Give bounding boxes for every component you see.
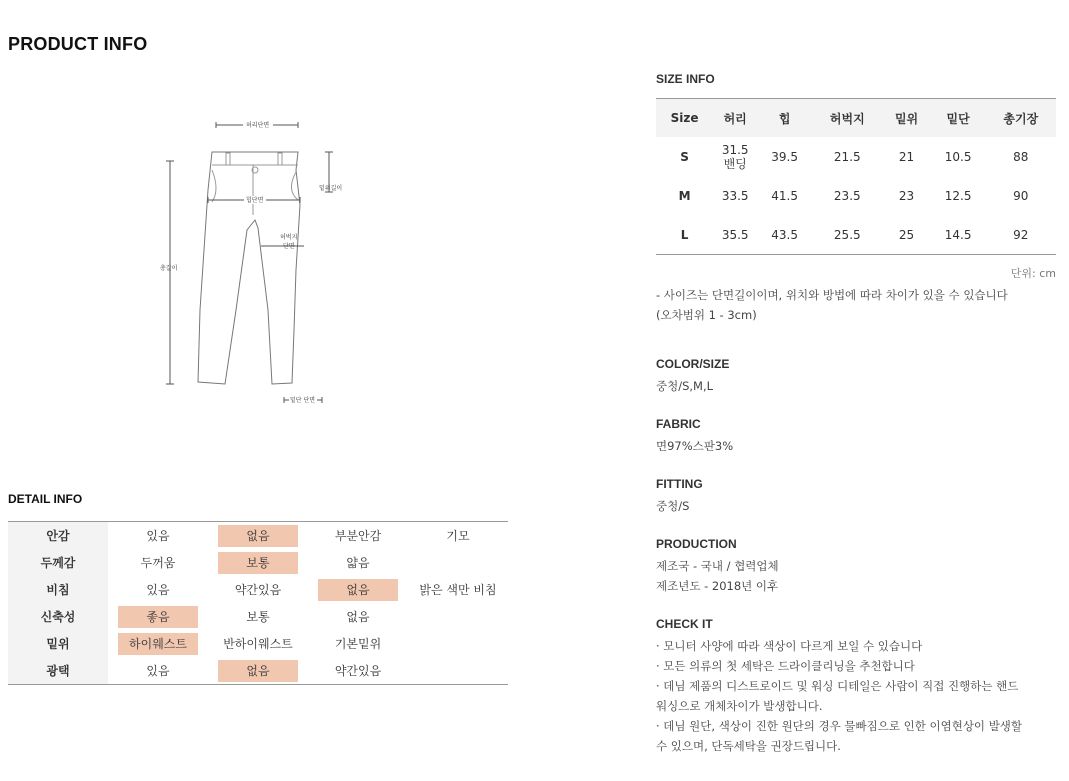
- detail-option: 있음: [146, 528, 170, 543]
- thigh-label-1: 허벅지: [280, 234, 298, 241]
- size-value-cell: 35.5: [721, 227, 749, 242]
- detail-option-cell: [208, 576, 308, 603]
- detail-row: [8, 522, 508, 550]
- detail-option-cell: [108, 630, 208, 657]
- detail-option-cell: [108, 657, 208, 685]
- size-note-line-2: (오차범위 1 - 3cm): [656, 308, 757, 322]
- size-table: [656, 98, 1056, 255]
- pants-size-diagram: [150, 110, 350, 410]
- detail-option: 약간있음: [334, 663, 382, 678]
- fabric-title: FABRIC: [656, 417, 701, 431]
- check-it-line: · 데님 원단, 색상이 진한 원단의 경우 물빠짐으로 인한 이염현상이 발생할: [656, 719, 1023, 733]
- hem-label: 밑단 단면: [290, 397, 316, 404]
- size-value-cell: 14.5: [944, 227, 972, 242]
- size-note: [656, 285, 1056, 325]
- size-header-cell: 힙: [757, 99, 812, 138]
- detail-option: 있음: [146, 663, 170, 678]
- detail-option: 없음: [318, 579, 398, 601]
- detail-row-label: 밑위: [8, 630, 108, 657]
- detail-option-cell: [308, 630, 408, 657]
- size-header-cell: 허벅지: [812, 99, 882, 138]
- detail-option-cell: [408, 630, 508, 657]
- size-value-cell: 21: [898, 149, 915, 164]
- detail-option-cell: [408, 549, 508, 576]
- size-header-cell: 밑단: [931, 99, 986, 138]
- size-note-line-1: - 사이즈는 단면길이이며, 위치와 방법에 따라 차이가 있을 수 있습니다: [656, 288, 1008, 302]
- color-size-value: 중청/S,M,L: [656, 379, 714, 393]
- detail-option-cell: [208, 603, 308, 630]
- detail-option-cell: [108, 576, 208, 603]
- size-value-cell: 43.5: [771, 227, 798, 242]
- thigh-label-2: 단면: [283, 243, 295, 250]
- detail-option: 좋음: [118, 606, 198, 628]
- detail-option: 없음: [346, 609, 370, 624]
- unit-label: 단위: cm: [1010, 267, 1056, 280]
- check-it-line: · 모니터 사양에 따라 색상이 다르게 보일 수 있습니다: [656, 639, 923, 653]
- detail-option: 얇음: [346, 555, 370, 570]
- size-value-cell: 41.5: [771, 188, 798, 203]
- detail-row-label: 광택: [8, 657, 108, 685]
- size-row: [656, 137, 1056, 176]
- detail-option: 보통: [218, 552, 298, 574]
- size-label-cell: S: [680, 149, 689, 164]
- detail-option: [418, 658, 498, 680]
- size-value-cell: 33.5: [721, 188, 749, 203]
- size-value-cell: 25.5: [833, 227, 861, 242]
- check-it-line: · 모든 의류의 첫 세탁은 드라이클리닝을 추천합니다: [656, 659, 915, 673]
- size-header-cell: 밑위: [882, 99, 930, 138]
- detail-option-cell: [308, 603, 408, 630]
- detail-info-table: [8, 521, 508, 685]
- detail-option: 보통: [246, 609, 270, 624]
- size-value-cell: 10.5: [944, 149, 972, 164]
- size-value-cell: 88: [1013, 149, 1029, 164]
- length-label: 총길이: [160, 265, 178, 272]
- size-value-cell: 25: [898, 227, 915, 242]
- check-it-line: 워싱으로 개체차이가 발생합니다.: [656, 699, 823, 713]
- fabric-section: [656, 417, 1056, 456]
- size-value-cell: 92: [1013, 227, 1029, 242]
- detail-option: 있음: [146, 582, 170, 597]
- detail-option: 기모: [446, 528, 470, 543]
- detail-option: 부분안감: [334, 528, 382, 543]
- detail-option: [418, 604, 498, 626]
- detail-option-cell: [408, 522, 508, 550]
- check-it-title: CHECK IT: [656, 617, 713, 631]
- size-value-cell: 12.5: [944, 188, 972, 203]
- color-size-section: [656, 357, 1056, 396]
- size-value-cell: 39.5: [771, 149, 798, 164]
- detail-option-cell: [308, 576, 408, 603]
- detail-option: 약간있음: [234, 582, 282, 597]
- size-row: [656, 176, 1056, 215]
- detail-option: [418, 631, 498, 653]
- size-header-cell: 허리: [713, 99, 757, 138]
- size-row: [656, 215, 1056, 255]
- detail-option-cell: [208, 549, 308, 576]
- detail-row-label: 안감: [8, 522, 108, 550]
- page-title: PRODUCT INFO: [8, 34, 148, 54]
- detail-row: [8, 603, 508, 630]
- detail-row-label: 두께감: [8, 549, 108, 576]
- detail-option-cell: [208, 630, 308, 657]
- size-info-title: SIZE INFO: [656, 72, 715, 86]
- rise-label: 밑위길이: [319, 185, 343, 192]
- detail-row: [8, 657, 508, 685]
- size-value-cell: 90: [1013, 188, 1029, 203]
- detail-option-cell: [208, 657, 308, 685]
- detail-option-cell: [208, 522, 308, 550]
- size-label-cell: M: [678, 188, 691, 203]
- detail-option: 기본밑위: [334, 636, 382, 651]
- size-value-cell: 31.5 밴딩: [721, 142, 749, 171]
- detail-option-cell: [308, 522, 408, 550]
- size-header-cell: 총기장: [986, 99, 1056, 138]
- detail-option-cell: [108, 549, 208, 576]
- detail-option-cell: [108, 603, 208, 630]
- check-it-section: [656, 617, 1056, 756]
- production-title: PRODUCTION: [656, 537, 737, 551]
- detail-option: 반하이웨스트: [223, 636, 293, 651]
- detail-option-cell: [408, 603, 508, 630]
- color-size-title: COLOR/SIZE: [656, 357, 730, 371]
- detail-option: [418, 550, 498, 572]
- right-column: [656, 72, 1056, 753]
- detail-option: 밝은 색만 비침: [419, 582, 497, 597]
- size-label-cell: L: [680, 227, 689, 242]
- detail-row: [8, 630, 508, 657]
- detail-row-label: 비침: [8, 576, 108, 603]
- fitting-title: FITTING: [656, 477, 703, 491]
- detail-option: 없음: [218, 660, 298, 682]
- detail-option-cell: [308, 549, 408, 576]
- detail-option-cell: [408, 657, 508, 685]
- size-value-cell: 23: [898, 188, 915, 203]
- production-line-1: 제조국 - 국내 / 협력업체: [656, 559, 779, 573]
- production-line-2: 제조년도 - 2018년 이후: [656, 579, 779, 593]
- detail-info-title: DETAIL INFO: [8, 492, 83, 506]
- detail-option: 없음: [218, 525, 298, 547]
- check-it-line: · 데님 제품의 디스트로이드 및 워싱 디테일은 사람이 직접 진행하는 핸드: [656, 679, 1019, 693]
- check-it-line: 수 있으며, 단독세탁을 권장드립니다.: [656, 739, 841, 753]
- detail-option-cell: [408, 576, 508, 603]
- detail-option: 하이웨스트: [118, 633, 198, 655]
- waist-label: 허리단면: [246, 122, 270, 129]
- detail-option: 두꺼움: [140, 555, 176, 570]
- detail-option-cell: [108, 522, 208, 550]
- hip-label: 힙단면: [246, 197, 264, 204]
- size-value-cell: 21.5: [833, 149, 861, 164]
- fitting-value: 중청/S: [656, 499, 690, 513]
- fitting-section: [656, 477, 1056, 516]
- pants-illustration: [150, 110, 350, 410]
- fabric-value: 면97%스판3%: [656, 439, 734, 453]
- production-section: [656, 537, 1056, 596]
- size-header-cell: Size: [656, 99, 713, 138]
- detail-row: [8, 549, 508, 576]
- detail-row-label: 신축성: [8, 603, 108, 630]
- size-value-cell: 23.5: [833, 188, 861, 203]
- detail-option-cell: [308, 657, 408, 685]
- detail-row: [8, 576, 508, 603]
